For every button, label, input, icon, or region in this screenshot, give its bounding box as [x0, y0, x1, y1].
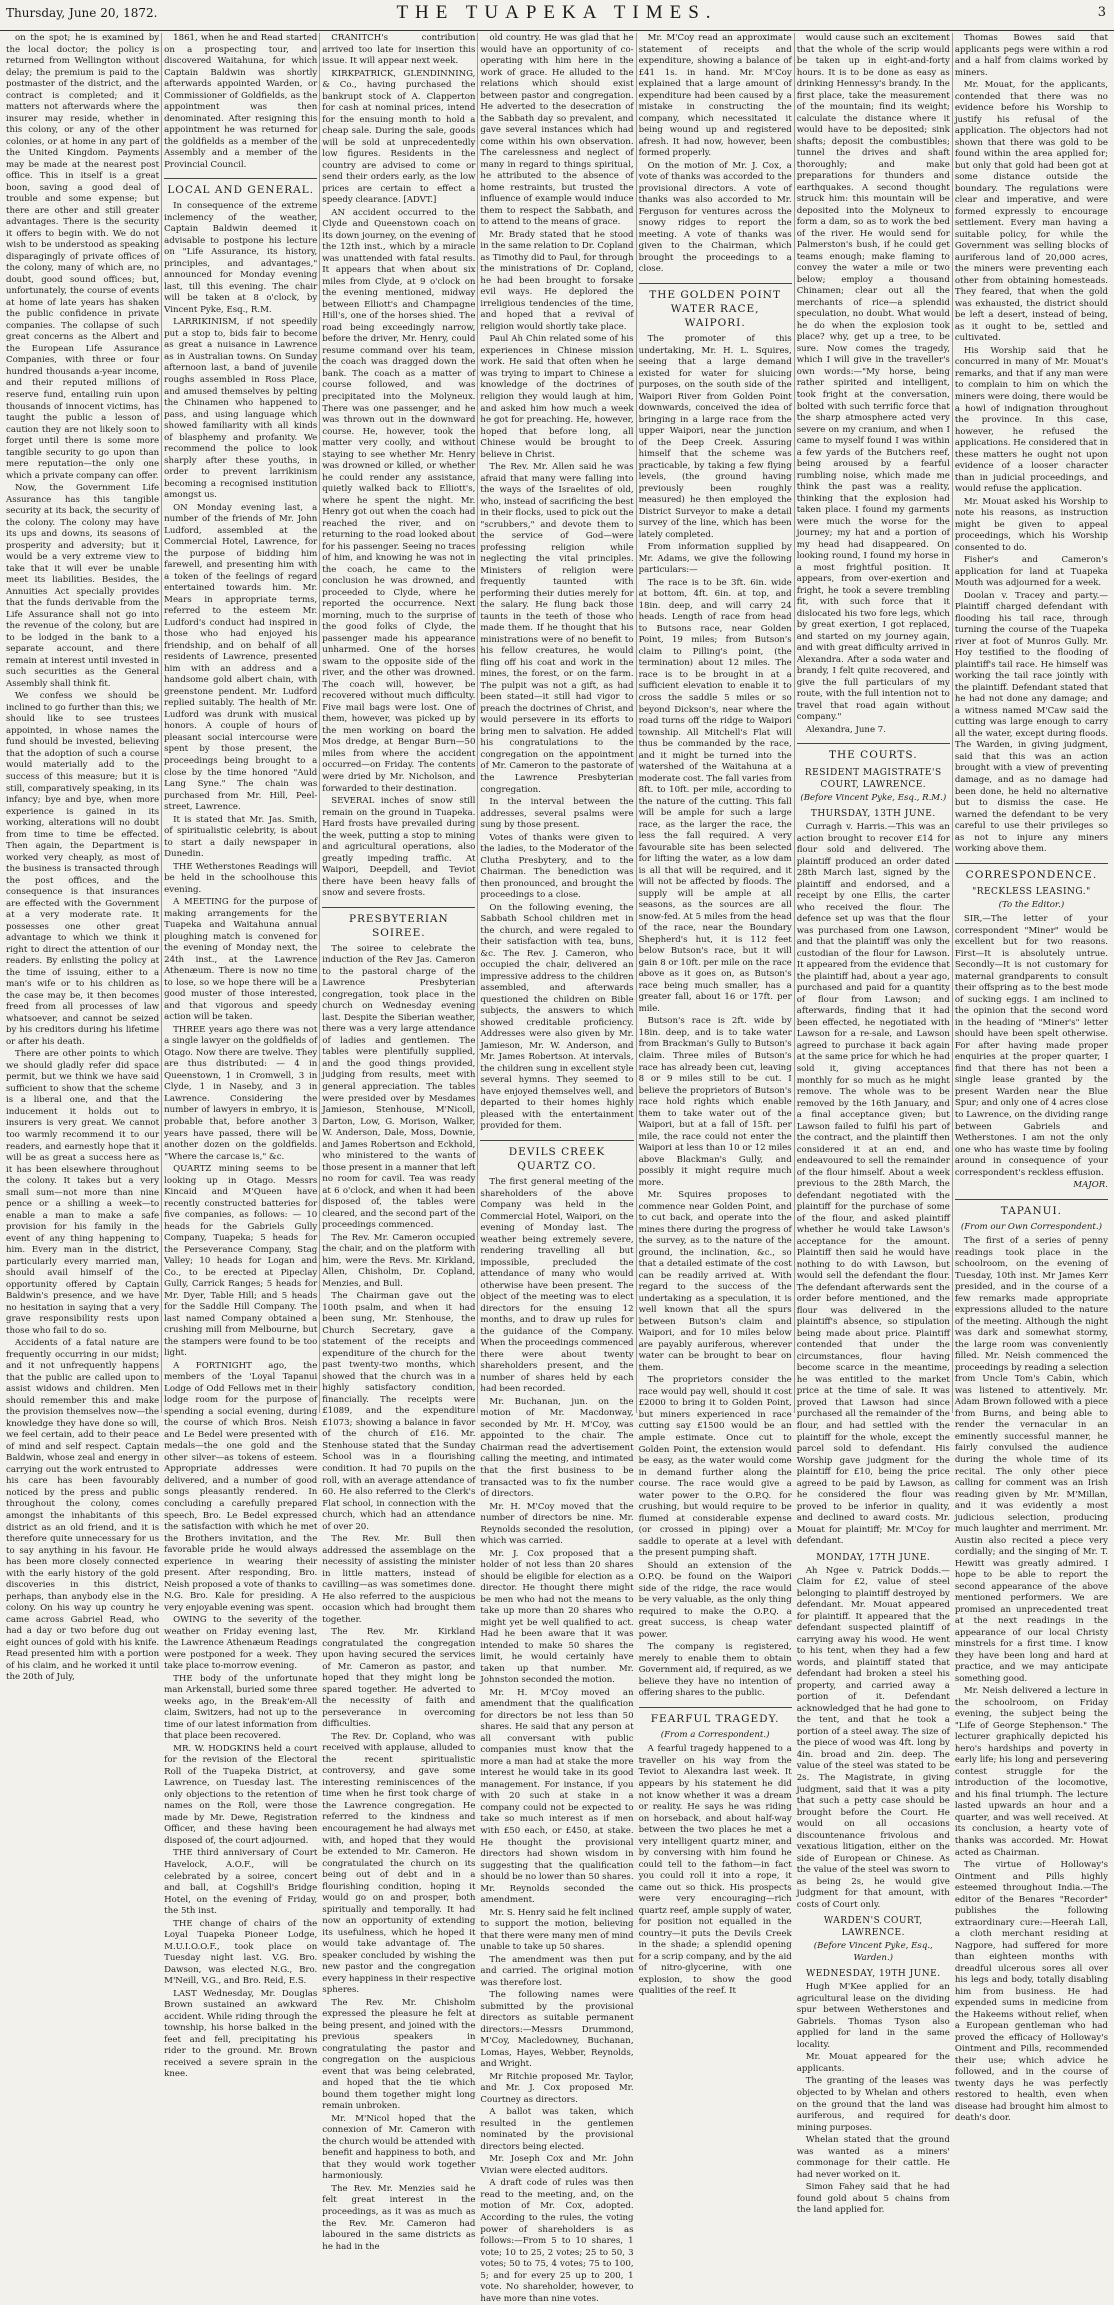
article-paragraph: Mr. H. M'Coy moved an amendment that the qualification for directors be not less than 50 shares. He said that any person at all conversant with public companies must know that the more a man had at stake the more interest he would take in its good management. For instance, if you with 20 such at stake in a company could not be expected to take so much interest as if men with £50 each, or £450, at stake. He thought the provisional directors had shown wisdom in suggesting that the qualification should be no lower than 50 shares. Mr. Reynolds seconded the amendment.	[480, 1687, 634, 1906]
article-paragraph: Mr. J. Cox proposed that a holder of not less than 20 shares should be eligible for election as a director. He thought there might be men who had not the means to take up more than 20 shares who might yet be well qualified to act. Had he been aware that it was intended to make 50 shares the limit, he would certainly have taken up that number. Mr. Johnston seconded the motion.	[480, 1548, 634, 1686]
article-paragraph: Mr. Brady stated that he stood in the same relation to Dr. Copland as Timothy did to Paul, for through the ministrations of Dr. Copland, he had been brought to forsake evil ways. He deplored the irreligious tendencies of the time, and hoped that a revival of religion would shortly take place.	[480, 229, 634, 332]
article-paragraph: Mr. M'Nicol hoped that the connexion of Mr. Cameron with the church would be attended with benefit and happiness to both, and that they would work together harmoniously.	[322, 2113, 476, 2182]
article-paragraph: Curragh v. Harris.—This was an action brought to recover £14 for flour sold and delivered. The plaintiff produced an order dated 28th March last, signed by the plaintiff and endorsed, and a receipt by one Ellis, the carter who received the flour. The defence set up was that the flour was purchased from one Lawson, and that the plaintiff was only the custodian of the flour for Lawson. It appeared from the evidence that the plaintiff had, about a year ago, purchased and paid for a quantity of flour from Lawson; and afterwards, finding that it had been effected, he negotiated with Lawson for a re-sale, and Lawson agreed to purchase it back again at the same price for which he had sold it, giving acceptances monthly for so much as he might remove. The whole was to be removed by the 16th January, and a final acceptance given; but Lawson failed to fulfil his part of the contract, and the plaintiff then considered it at an end, and endeavoured to sell the remainder of the flour himself. About a week previous to the 28th March, the defendant negotiated with the plaintiff for the purchase of some of the flour, and asked plaintiff whether he would take Lawson's acceptance for the amount. Plaintiff then said he would have nothing to do with Lawson, but would sell the defendant the flour. The defendant afterwards sent the order before mentioned, and the flour was delivered in the plaintiff's absence, so stipulation being made about price. Plaintiff contended that under the circumstances, flour having become scarce in the meantime, he was entitled to the market price at the time of sale. It was proved that Lawson had since purchased all the remainder of the flour, and had settled with the plaintiff for the whole, except the parcel sold to defendant. His Worship gave judgment for the plaintiff for £10, being the price agreed to be paid by Lawson, as he considered the flour was proved to be inferior in quality, and declined to award costs. Mr. Mouat for plaintiff; Mr. M'Coy for defendant.	[796, 822, 950, 1547]
article-paragraph: The amendment was then put and carried. The original motion was therefore lost.	[480, 1954, 634, 1988]
article-paragraph: Mr Ritchie proposed Mr. Taylor, and Mr. J. Cox proposed Mr. Courtney as directors.	[480, 2071, 634, 2105]
court-date: MONDAY, 17TH JUNE.	[816, 1552, 931, 1563]
article-paragraph: THE Wetherstones Readings will be held in the schoolhouse this evening.	[164, 861, 318, 895]
court-date: THURSDAY, 13TH JUNE.	[810, 809, 936, 820]
article-paragraph: His Worship said that he concurred in many of Mr. Mouat's remarks, and that if any man were to complain to him on which the miners were doing, there would be a howl of indignation throughout the province. In this case, however, he refused the applications. He considered that in these matters he ought not upon evidence of a looser character than in judicial proceedings, and would refuse the application.	[954, 345, 1108, 495]
article-paragraph: old country. He was glad that he would have an opportunity of co-operating with him here in the work of grace. He alluded to the relations which should exist between pastor and congregation. He adverted to the desecration of the Sabbath day so prevalent, and gave several instances which had come within his own observation. The carelessness and neglect of many in regard to things spiritual, he attributed to the absence of home restraints, but trusted the influence of example would induce them to respect the Sabbath, and to attend to the means of grace.	[480, 33, 634, 228]
article-paragraph: Hugh M'Kee applied for an agricultural lease on the dividing spur between Wetherstones and Gabriels. Thomas Tyson also applied for land in the same locality.	[796, 1982, 950, 2050]
article-paragraph: Doolan v. Tracey and party.—Plaintiff charged defendant with flooding his tail race, through turning the course of the Tuapeka river at foot of Munros Gully. Mr. Hoy testified to the flooding of plaintiff's tail race. He himself was working the tail race jointly with the plaintiff. Defendant stated that he had not done any damage; and a witness named M'Caw said the cutting was large enough to carry all the water, except during floods. The Warden, in giving judgment, said that this was an action brought with a view of preventing damage, and as no damage had been done, he held no alternative but to dismiss the case. He warned the defendant to be very careful to use their privileges so as not to injure any miners working above them.	[954, 590, 1108, 855]
letter-title: "RECKLESS LEASING."	[972, 886, 1091, 897]
correspondent-note: (From our Own Correspondent.)	[960, 1221, 1102, 1232]
article-paragraph: Fisher's and Cameron's application for land at Tuapeka Mouth was adjourned for a week.	[954, 555, 1108, 589]
article-paragraph: SEVERAL inches of snow still remain on the ground in Tuapeka. Hard frosts have prevailed during the week, putting a stop to mining and agricultural operations, also greatly impeding traffic. At Waipori, Deepdell, and Teviot there have been heavy falls of snow and severe frosts.	[322, 796, 476, 899]
article-paragraph: Accidents of a fatal nature are frequently occurring in our midst; and it not unfrequently happens that the public are called upon to assist widows and children. Men should remember this and make the provision themselves now—the knowledge they have done so will, we feel certain, add to their peace of mind and self respect. Captain Baldwin, whose zeal and energy in carrying out the work entrusted to his care has been favourably noticed by the press and public throughout the colony, comes amongst the inhabitants of this district as an old friend, and it is therefore quite unnecessary for us to say anything in his favour. He has been more closely connected with the early history of the gold discoveries in this district, perhaps, than anybody else in the colony. On his way up country he came across Gabriel Read, who had a day or two before dug out eight ounces of gold with his knife. Read presented him with a portion of his claim, and he worked it until the 20th of July,	[6, 1338, 160, 1683]
article-paragraph: We confess we should be inclined to go further than this; we should like to see trustees appointed, in whose names the fund should be invested, believing that the adoption of such a course would materially add to the success of this measure; but it is still, comparatively speaking, in its infancy; bye and bye, when more experience is gained in its working, alterations will no doubt from time to time be effected. Then again, the Department is worked very cheaply, as most of the business is transacted through the post offices, and the consequence is that insurances are effected with the Government at a very moderate rate. It possesses one other great advantage to which we think it right to direct the attention of our readers. By enlisting the policy at the time of issuing, either to a man's wife or to his children as the case may be, it then becomes freed from all processes of law whatsoever, and cannot be seized by his creditors during his lifetime or after his death.	[6, 691, 160, 1047]
article-paragraph: QUARTZ mining seems to be looking up in Otago. Messrs Kincaid and M'Queen have recently constructed batteries for five companies, as follows: — 10 heads for the Gabriels Gully Company, Tuapeka; 5 heads for the Perseverance Company, Stag Valley; 10 heads for Logan and Co., to be erected at Pipeclay Gully, Carrick Ranges; 5 heads for Mr. Dyer, Table Hill; and 5 heads for the Saddle Hill Company. The last named Company obtained a crushing mill from Melbourne, but the stampers were found to be too light.	[164, 1164, 318, 1359]
article-paragraph: From information supplied by Mr. Adams, we give the following particulars:—	[638, 542, 792, 576]
column-2	[162, 33, 320, 2080]
article-paragraph: The soiree to celebrate the induction of the Rev Jas. Cameron to the pastoral charge of the Lawrence Presbyterian congregation, took place in the church on Wednesday evening last. Despite the Siberian weather, there was a very large attendance of ladies and gentlemen. The tables were plentifully supplied, and the good things provided, judging from results, meet with general appreciation. The tables were presided over by Mesdames Jamieson, Stenhouse, M'Nicoll, Darton, Low, G. Morison, Walker, W. Anderson, Dale, Moss, Downie, and James Robertson and Eckhold, who ministered to the wants of those present in a manner that left no room for cavil. Tea was ready at 6 o'clock, and when it had been disposed of, the tables were cleared, and the second part of the proceedings commenced.	[322, 943, 476, 1231]
court-presiding: (Before Vincent Pyke, Esq., R.M.)	[800, 792, 947, 803]
article-paragraph: Butson's race is 2ft. wide by 18in. deep, and is to take water from Brackman's Gully to Butson's claim. Three miles of Butson's race has already been cut, leaving 8 or 9 miles still to be cut. I believe the proprietors of Butson's race hold rights which enable them to take water out of the Waipori, but at a fall of 15ft. per mile, the race could not enter the Waipori at less than 10 or 12 miles above Blackman's Gully, and possibly it might require much more.	[638, 1016, 792, 1188]
article-paragraph: OWING to the severity of the weather on Friday evening last, the Lawrence Athenæum Readings were postponed for a week. They take place to-morrow evening.	[164, 1615, 318, 1672]
article-paragraph: The proprietors consider the race would pay well, should it cost £2000 to bring it to Golden Point, but miners experienced in race cutting say £1500 would be an ample estimate. Once cut to Golden Point, the extension would be easy, as the water would come in demand further along the course. The race would give a water power to the O.P.Q. for crushing, but would require to be flumed at considerable expense (or crossed in piping) over a saddle to operate at a level with the present pumping shaft.	[638, 1375, 792, 1559]
article-paragraph: The Rev. Dr. Copland, who was received with applause, alluded to the recent spiritualistic controversy, and gave some interesting reminiscences of the time when he first took charge of the Lawrence congregation. He referred to the kindness and encouragement he had always met with, and hoped that they would be extended to Mr. Cameron. He congratulated the church on its being out of debt and in a flourishing condition, hoping it would go on and prosper, both spiritually and temporally. It had now an opportunity of extending its usefulness, which he hoped it would take advantage of. The speaker concluded by wishing the new pastor and the congregation every happiness in their respective spheres.	[322, 1731, 476, 1996]
column-5	[637, 33, 795, 1997]
article-paragraph: It is stated that Mr. Jas. Smith, of spiritualistic celebrity, is about to start a daily newspaper in Dunedin.	[164, 814, 318, 860]
newspaper-title: THE TUAPEKA TIMES.	[396, 2, 718, 23]
article-paragraph: CRANITCH's contribution arrived too late for insertion this issue. It will appear next week.	[322, 33, 476, 67]
article-paragraph: In consequence of the extreme inclemency of the weather, Captain Baldwin deemed it advisable to postpone his lecture on "Life Assurance, its history, principles, and advantages," announced for Monday evening last, till this evening. The chair will be taken at 8 o'clock, by Vincent Pyke, Esq., R.M.	[164, 201, 318, 315]
section-heading-quartz: DEVILS CREEK QUARTZ CO.	[480, 1140, 633, 1173]
section-heading-correspondence: CORRESPONDENCE.	[955, 863, 1108, 882]
court-title: WARDEN'S COURT, LAWRENCE.	[823, 1916, 923, 1939]
article-paragraph: SIR,—The letter of your correspondent "Miner" would be excellent but for two reasons. First—It is absolutely untrue. Secondly—It is not customary for maternal grandparents to consult their offspring as to the best mode of sucking eggs. I am inclined to the opinion that the second word in the heading of "Miner's" letter should have been spelt otherwise. For after having made proper enquiries at the proper quarter, I find that there has not been a single lease granted by the present Warden near the Blue Spur; and only one of 4 acres close to Lawrence, on the dividing range between Gabriels and Wetherstones. I am not the only one who has waste time by fooling around in consequence of your correspondent's reckless effusion.	[954, 914, 1108, 1178]
column-4	[478, 33, 636, 2304]
article-paragraph: In the interval between the addresses, several psalms were sung by those present.	[480, 797, 634, 831]
article-paragraph: Should an extension of the O.P.Q. be found on the Waipori side of the ridge, the race would be very valuable, as the only thing required to make the O.P.Q. a great success, is cheap water power.	[638, 1560, 792, 1640]
article-paragraph: on the spot; he is examined by the local doctor; the policy is returned from Wellington without delay; the premium is paid to the postmaster of the district, and the contract is completed; and it matters not afterwards where the insurer may reside, whether in this colony, or any of the other colonies, or at home in any part of the United Kingdom. Payments may be made at the nearest post office. This in itself is a great boon, saving a good deal of trouble and some expense; but there are other and still greater advantages. There is the security it offers to begin with. We do not wish to be understood as speaking disparagingly of private offices of the colony, many of which are, no doubt, good sound offices; but, unfortunately, the course of events at home of late years has shaken the public confidence in private companies. The collapse of such great concerns as the Albert and the European Life Assurance Companies, with three or four hundred thousands a-year income, and their reputed millions of reserve fund, entailing ruin upon thousands of innocent victims, has taught the public a lesson of caution they are not likely soon to forget until there is some more tangible security to go upon than mere reputation—the only one which a private company can offer.	[6, 33, 160, 481]
article-paragraph: The Rev. Mr. Chisholm expressed the pleasure he felt at being present, and joined with the previous speakers in congratulating the pastor and congregation on the auspicious event that was being celebrated, and hoped that the tie which bound them together might long remain unbroken.	[322, 1997, 476, 2112]
article-paragraph: A ballot was taken, which resulted in the gentlemen nominated by the provisional directors being elected.	[480, 2107, 634, 2152]
article-paragraph: Mr. Joseph Cox and Mr. John Vivian were elected auditors.	[480, 2154, 634, 2176]
article-paragraph: Now, the Government Life Assurance has this tangible security at its back, the security of the colony. The colony may have its ups and downs, its seasons of prosperity and adversity; but it would be a very extreme view to take that it will ever be unable meet its liabilities. Besides, the Annuities Act specially provides that the funds derivable from the Life Assurance shall not go into the revenue of the colony, but are to be lodged in the bank to a separate account, and there remain at interest until invested in such securities as the General Assembly shall think fit.	[6, 483, 160, 689]
court-title: RESIDENT MAGISTRATE'S COURT, LAWRENCE.	[804, 767, 942, 790]
article-paragraph: LARRIKINISM, if not speedily put a stop to, bids fair to become as great a nuisance in Lawrence as in Australian towns. On Sunday afternoon last, a band of juvenile roughs assembled in Ross Place, and amused themselves by pelting the Chinamen who happened to pass, and using language which showed familiarity with all kinds of blasphemy and profanity. We recommend the police to look sharply after these youths, in order to prevent larrikinism becoming a recognised institution amongst us.	[164, 317, 318, 501]
column-6	[795, 33, 953, 2216]
article-paragraph: 1861, when he and Read started on a prospecting tour, and discovered Waitahuna, for which Captain Baldwin was shortly afterwards appointed Warden, or Commissioner of Goldfields, as the appointment was then denominated. After resigning this appointment he was returned for the goldfields as a member of the Assembly and a member of the Provincial Council.	[164, 33, 318, 170]
article-paragraph: The promoter of this undertaking, Mr. H. L. Squires, seeing that a large demand existed for water for sluicing purposes, on the south side of the Waipori River from Golden Point downwards, conceived the idea of bringing in a large race from the upper Waipori, near the junction of the Deep Creek. Assuring himself that the scheme was practicable, by taking a few flying levels, (the ground having previously been roughly measured) he then employed the District Surveyor to make a detail survey of the line, which has been lately completed.	[638, 334, 792, 540]
article-paragraph: The race is to be 3ft. 6in. wide at bottom, 4ft. 6in. at top, and 18in. deep, and will carry 24 heads. Length of race from head to Butsons race, near Golden Point, 19 miles; from Butson's claim to Pilling's point, (the termination) about 12 miles. The race is to be brought in at a sufficient elevation to enable it to cross the saddle 5 miles or so beyond Dickson's, near where the road turns off the ridge to Waipori township. All Mitchell's Flat will thus be commanded by the race, and it might be turned into the watershed of the Waitahuna at a moderate cost. The fall varies from 8ft. to 10ft. per mile, according to the nature of the cutting. This fall will be ample for such a large race, as the larger the race, the less the fall required. A very favourable site has been selected for lifting the water, as a low dam is all that will be required, and it will not be affected by floods. The supply will be ample at all seasons, as the sources are all snow-fed. At 5 miles from the head of the race, near the Boundary Shepherd's hut, it is 112 feet below Butson's race, but it will gain 8 or 10ft. per mile on the race above as it goes on, as Butson's race being much smaller, has a greater fall, about 16 or 17ft. per mile.	[638, 577, 792, 1014]
section-heading-soiree: PRESBYTERIAN SOIREE.	[322, 907, 475, 940]
section-heading-tragedy: FEARFUL TRAGEDY.	[639, 1707, 792, 1726]
columns	[4, 33, 1110, 2304]
article-paragraph: ON Monday evening last, a number of the friends of Mr. John Ludford, assembled at the Commercial Hotel, Lawrence, for the purpose of bidding him farewell, and presenting him with a token of the feelings of regard entertained towards him. Mr. Mears in appropriate terms, referred to the esteem Mr. Ludford's conduct had inspired in those who had enjoyed his friendship, and on behalf of all residents of Lawrence, presented him with an address and a handsome gold albert chain, with greenstone pendent. Mr. Ludford replied suitably. The health of Mr. Ludford was drunk with musical honors. A couple of hours of pleasant social intercourse were spent by those present, the proceedings being brought to a close by the time honored "Auld Lang Syne." The chain was purchased from Mr. Hill, Peel-street, Lawrence.	[164, 502, 318, 813]
article-paragraph: The first general meeting of the shareholders of the above Company was held in the Commercial Hotel, Waipori, on the evening of Monday last. The weather being extremely severe, rendering travelling all but impossible, precluded the attendance of many who would otherwise have been present. The object of the meeting was to elect directors for the ensuing 12 months, and to draw up rules for the guidance of the Company. When the proceedings commenced there were about twenty shareholders present, and the number of shares held by each had been recorded.	[480, 1177, 634, 1395]
article-paragraph: Mr. Mouat appeared for the applicants.	[796, 2052, 950, 2074]
article-paragraph: Simon Fahey said that he had found gold about 5 chains from the land applied for.	[796, 2182, 950, 2216]
article-paragraph: would cause such an excitement that the whole of the scrip would be taken up in eight-and-forty hours. It is to be done as easy as drinking Hennessy's brandy. In the first place, take the measurement of the mountain; find its weight; calculate the distance where it would have to be deposited; sink shafts; deposit the combustibles; tunnel the drives and shaft thoroughly; and make preparations for thunders and earthquakes. A second thought struck him: this mountain will be deposited into the Molyneux to form a dam, so as to work the bed of the river. He would send for Palmerston's bush, if he could get teams enough; make flaming to convey the water a mile or two below; employ a thousand Chinamen; clear out all the merchants of rice—a splendid speculation, no doubt. What would he do when the explosion took place? why, get up a tree, to be sure. Now comes the tragedy, which I will give in the traveller's own words:—"My horse, being rather spirited and intelligent, took fright at the conversation, bolted with such terrific force that the sharp atmosphere acted very severe on my cranium, and when I came to myself found I was within a few yards of the Butchers reef, being aroused by a fearful rumbling noise, which made me think the past was a reality, thinking that the explosion had taken place. I found my garments were much the worse for the journey; my hat and a portion of my head had disappeared. On looking round, I found my horse in a most frightful position. It appears, from over-exertion and fright, he took a severe trembling fit, with such force that it dislocated his two fore legs, which by great exertion, I got replaced, and started on my journey again, and with great difficulty arrived in Alexandra. After a soda water and brandy, I felt quite recovered, and give the full particulars of my route, with the full intention not to travel that road again without company."	[796, 33, 950, 723]
masthead	[0, 0, 1114, 31]
article-paragraph: Mr. H. M'Coy moved that the number of directors be nine. Mr. Reynolds seconded the resolution, which was carried.	[480, 1501, 634, 1547]
article-paragraph: Mr. Mouat, for the applicants, contended that there was no evidence before his Worship to justify his refusal of the application. The objectors had not shown that there was gold to be found within the area applied for; but only that gold had been got at some distance outside the boundary. The regulations were clear and imperative, and were formed expressly to encourage settlement. Every man having a suitable policy, for while the Government was selling blocks of auriferous land of 20,000 acres, the miners were preventing each other from obtaining homesteads. They feared, that when the gold was exhausted, the district should be left a desert, instead of being, as it ought to be, settled and cultivated.	[954, 80, 1108, 344]
article-paragraph: Whelan stated that the ground was wanted as a miners' commonage for their cattle. He had never worked on it.	[796, 2135, 950, 2180]
article-paragraph: AN accident occurred to the Clyde and Queenstown coach on its down journey, on the evening of the 12th inst., which by a miracle was unattended with fatal results. It appears that when about six miles from Clyde, at 9 o'clock on the evening mentioned, midway between Elliott's and Champagne Hill's, one of the horses shied. The road being exceedingly narrow, before the driver, Mr. Henry, could resume command over his team, the coach was dragged down the bank. The coach as a matter of course followed, and was precipitated into the Molyneux. There was one passenger, and he was thrown out in the downward course. He, however, took the matter very coolly, and without staying to see whether Mr. Henry was drowned or killed, or whether he could render any assistance, quietly walked back to Elliott's, where he spent the night. Mr. Henry got out when the coach had reached the river, and on returning to the road looked about for his passenger. Seeing no traces of him, and knowing he was not in the coach, he came to the conclusion he was drowned, and proceeded to Clyde, where he reported the occurrence. Next morning, much to the surprise of the good folks of Clyde, the passenger made his appearance unharmed. One of the horses swam to the opposite side of the river, and the other was drowned. The coach will, however, be recovered without much difficulty. Five mail bags were lost. One of them, however, was picked up by the men working on board the Mos dredge, at Bengar Burn—50 miles from where the accident occurred—on Friday. The contents were dried by Mr. Nicholson, and forwarded to their destination.	[322, 207, 476, 794]
article-paragraph: The Rev. Mr. Allen said he was afraid that many were falling into the ways of the Israelites of old, who, instead of sacrificing the best in their flocks, used to pick out the "scrubbers," and devote them to the service of God—were professing religion while neglecting the vital principles. Ministers of religion were frequently taunted with performing their duties merely for the salary. He flung back those taunts in the teeth of those who made them. If he thought that his ministrations were of no benefit to his fellow creatures, he would fling off his coat and work in the mines, the forest, or on the farm. The pulpit was not a gift, as had been stated—it still had vigor to preach the doctrines of Christ, and would persevere in its efforts to bring men to salvation. He added his congratulations to the congregation on the appointment of Mr. Cameron to the pastorate of the Lawrence Presbyterian congregation.	[480, 462, 634, 795]
correspondent-note: (From a Correspondent.)	[660, 1729, 770, 1740]
article-paragraph: The Chairman gave out the 100th psalm, and when it had been sung, Mr. Stenhouse, the Church Secretary, gave a statement of the receipts and expenditure of the church for the past twenty-two months, which showed that the church was in a highly satisfactory condition, financially. The receipts were £1089, and the expenditure £1073; showing a balance in favor of the church of £16. Mr. Stenhouse stated that the Sunday School was in a flourishing condition. It had 70 pupils on the roll, with an average attendance of 60. He also referred to the Clerk's Flat school, in connection with the church, which had an attendance of over 20.	[322, 1291, 476, 1532]
article-paragraph: There are other points to which we should gladly refer did space permit, but we think we have said sufficient to show that the scheme is a liberal one, and that the inducement it holds out to insurers is very great. We cannot too warmly recommend it to our readers, and earnestly hope that it will be as great a success here as it has been elsewhere throughout the colony. It takes but a very small sum—not more than nine pence or a shilling a week—to enable a man to make a safe provision for his family in the event of any thing happening to him. Every man in the district, particularly every married man, should avail himself of the opportunity offered by Captain Baldwin's presence, and we have no hesitation in saying that a very grave responsibility rests upon those who fail to do so.	[6, 1049, 160, 1336]
court-date: WEDNESDAY, 19TH JUNE.	[805, 1969, 941, 1980]
article-paragraph: Votes of thanks were given to the ladies, to the Moderator of the Clutha Presbytery, and to the Chairman. The benediction was then pronounced, and brought the proceedings to a close.	[480, 832, 634, 901]
article-paragraph: The Rev. Mr. Bull then addressed the assemblage on the necessity of assisting the minister in little matters, instead of cavilling—as was sometimes done. He also referred to the auspicious occasion which had brought them together.	[322, 1534, 476, 1625]
article-paragraph: The virtue of Holloway's Ointment and Pills highly esteemed throughout India.—The editor of the Benares "Recorder" publishes the following extraordinary cure:—Heerah Lall, a cloth merchant residing at Nagpore, had suffered for more than eighteen months with dreadful ulcerous sores all over his legs and body, totally disabling him from business. He had expended sums in medicine from the Hakeems without relief, when a European gentleman who had proved the efficacy of Holloway's Ointment and Pills, recommended their use; which advice he followed, and in the course of twenty days he was perfectly restored to health, even when disease had brought him almost to death's door.	[954, 1860, 1108, 2124]
column-3	[320, 33, 478, 2252]
column-7	[953, 33, 1110, 2124]
court-presiding: (Before Vincent Pyke, Esq., Warden.)	[813, 1941, 933, 1963]
section-heading-water-race: THE GOLDEN POINT WATER RACE, WAIPORI.	[639, 283, 792, 330]
section-heading-courts: THE COURTS.	[797, 743, 950, 762]
article-paragraph: Mr. S. Henry said he felt inclined to support the motion, believing that there were many men of mind unable to take up 50 shares.	[480, 1907, 634, 1953]
page-number: 3	[1097, 5, 1106, 20]
article-paragraph: The first of a series of penny readings took place in the schoolroom, on the evening of Tuesday, 10th inst. Mr James Kerr presided, and in the course of a few remarks made appropriate expressions alluded to the nature of the meeting. Although the night was dark and somewhat stormy, the large room was conveniently filled. Mr. Neish commenced the proceedings by reading a selection from Uncle Tom's Cabin, which was listened to attentively. Mr. Adam Brown followed with a piece from Burns, and being able to render the vernacular in an eminently successful manner, he fairly convulsed the audience during the whole time of its recital. The only other piece calling for comment was an Irish reading given by Mr. M'Millan, and it was evidently a most judicious selection, producing much laughter and merriment. Mr. Austin also recited a piece very cordially; and the singing of Mr. T. Hewitt was greatly admired. I hope to be able to report the second appearance of the above mentioned performers. We are promised an unprecedented treat at the next readings in the appearance of our local Christy minstrels for a first time. I know they have been long and hard at practice, and we may anticipate something good.	[954, 1236, 1108, 1684]
issue-date: Thursday, June 20, 1872.	[6, 6, 158, 20]
article-paragraph: The company is registered, merely to enable them to obtain Government aid, if required, as we believe they have no intention of offering shares to the public.	[638, 1642, 792, 1699]
article-paragraph: On the motion of Mr. J. Cox, a vote of thanks was accorded to the provisional directors. A vote of thanks was also accorded to Mr. Ferguson for ventures across the snowy ridges to report the meeting. A vote of thanks was given to the Chairman, which brought the proceedings to a close.	[638, 160, 792, 275]
article-paragraph: The Rev. Mr. Kirkland congratulated the congregation upon having secured the services of Mr. Cameron as pastor, and hoped that they might long be spared together. He adverted to the necessity of faith and perseverance in overcoming difficulties.	[322, 1627, 476, 1730]
article-paragraph: The Rev. Mr. Cameron occupied the chair, and on the platform with him, were the Revs. Mr. Kirkland, Allen, Chisholm, Dr. Copland, Menzies, and Bull.	[322, 1232, 476, 1289]
article-paragraph: Paul Ah Chin related some of his experiences in Chinese mission work. He said that often when he was trying to impart to Chinese a knowledge of the doctrines of religion they would laugh at him, and asked him how much a week he got for preaching. He, however, hoped that before long, all Chinese would be brought to believe in Christ.	[480, 334, 634, 460]
article-paragraph: A fearful tragedy happened to a traveller on his way from the Teviot to Alexandra last week. It appears by his statement he did not know whether it was a dream or reality. He says he was riding on horseback, and about half-way between the two places he met a very intelligent quartz miner, and by conversing with him found he could tell to the fathom—in fact you could roll it into a rope, it came out so thick. His prospects were very encouraging—rich quartz reef, ample supply of water, for position not equalled in the country—it puts the Devils Creek in the shade; a splendid opening for a scrip company, and by the aid of nitro-glycerine, with one explosion, to show the good qualities of the reef. It	[638, 1744, 792, 1997]
article-paragraph: A MEETING for the purpose of making arrangements for the Tuapeka and Waitahuna annual ploughing match is convened for the evening of Monday next, the 24th inst., at the Lawrence Athenæum. There is now no time to lose, so we hope there will be a good muster of those interested, and that vigorous and speedy action will be taken.	[164, 897, 318, 1023]
article-paragraph: A draft code of rules was then read to the meeting, and, on the motion of Mr. Cox, adopted. According to the rules, the voting power of shareholders is as follows:—From 5 to 10 shares, 1 vote; 10 to 25, 2 votes; 25 to 50, 3 votes; 50 to 75, 4 votes; 75 to 100, 5; and for every 25 up to 200, 1 vote. No shareholder, however, to have more than nine votes.	[480, 2178, 634, 2304]
article-paragraph: The Rev. Mr. Menzies said he felt great interest in the proceedings, as it was as much as the Rev. Mr. Cameron had laboured in the same districts as he had in the	[322, 2183, 476, 2252]
article-paragraph: The following names were submitted by the provisional directors as suitable permanent directors:—Messrs Drummond, M'Coy, Macledowney, Buchanan, Lomas, Hayes, Webber, Reynolds, and Wright.	[480, 1990, 634, 2070]
article-paragraph: THE third anniversary of Court Havelock, A.O.F., will be celebrated by a soiree, concert and ball, at Cogshill's Bridge Hotel, on the evening of Friday, the 5th inst.	[164, 1848, 318, 1917]
article-paragraph: Thomas Bowes said that applicants pegs were within a rod and a half from claims worked by miners.	[954, 33, 1108, 78]
article-paragraph: A FORTNIGHT ago, the members of the 'Loyal Tapanui Lodge of Odd Fellows met in their lodge room for the purpose of spending a social evening, during the course of which Bros. Neish and Le Bedel were presented with medals—the one gold and the other silver—as tokens of esteem. Appropriate addresses were delivered, and a number of good songs pleasantly rendered. In concluding a carefully prepared speech, Bro. Le Bedel expressed the satisfaction with which he met the Brothers invitation, and the favorable pride he would always experience in wearing their present. After responding, Bro. Neish proposed a vote of thanks to N.G. Bro. Kale for presiding. A very enjoyable evening was spent.	[164, 1360, 318, 1613]
article-paragraph: On the following evening, the Sabbath School children met in the church, and were regaled to their satisfaction with tea, buns, &c. The Rev. J. Cameron, who occupied the chair, delivered an impressive address to the children assembled, and afterwards questioned the children on Bible subjects, the answers to which showed creditable proficiency. Addresses were also given by Mr. Jamieson, Mr. W. Anderson, and Mr. James Robertson. At intervals, the children sung in excellent style several hymns. They seemed to have enjoyed themselves well, and departed to their homes highly pleased with the entertainment provided for them.	[480, 902, 634, 1132]
article-paragraph: LAST Wednesday, Mr. Douglas Brown sustained an awkward accident. While riding through the township, his horse balked in the feet and fell, precipitating his rider to the ground. Mr. Brown received a severe sprain in the knee.	[164, 1988, 318, 2080]
article-paragraph: THREE years ago there was not a single lawyer on the goldfields of Otago. Now there are twelve. They are thus distributed: — 4 in Queenstown, 1 in Cromwell, 3 in Clyde, 1 in Naseby, and 3 in Lawrence. Considering the number of lawyers in embryo, it is probable that, before another 3 years have passed, there will be another dozen on the goldfields. "Where the carcase is," &c.	[164, 1024, 318, 1162]
article-paragraph: The granting of the leases was objected to by Whelan and others on the ground that the land was auriferous, and required for mining purposes.	[796, 2076, 950, 2133]
section-heading-local: LOCAL AND GENERAL.	[164, 178, 317, 197]
article-paragraph: THE body of the unfortunate man Arkenstall, buried some three weeks ago, in the Break'em-All claim, Switzers, had not up to the time of our latest information from that place been recovered.	[164, 1673, 318, 1742]
article-paragraph: THE change of chairs of the Loyal Tuapeka Pioneer Lodge, M.U.I.O.O.F., took place on Tuesday night last. V.G. Bro. Dawson, was elected N.G., Bro. M'Neill, V.G., and Bro. Reid, E.S.	[164, 1918, 318, 1987]
article-paragraph: Ah Ngee v. Patrick Dodds.—Claim for £2, value of steel belonging to plaintiff destroyed by defendant. Mr. Mouat appeared for plaintiff. It appeared that the defendant suspected plaintiff of carrying away his wood. He went to his tent, when they had a few words, and plaintiff stated that defendant had broken a steel his property, and carried away a portion of it. Defendant acknowledged that he had gone to the tent, and that he took a portion of a steel away. The size of the piece of wood was 4ft. long by 4in. broad and 2in. deep. The value of the steel was stated to be 2s. The Magistrate, in giving judgment, said that it was a pity that such a petty case should be brought before the Court. He would on all occasions discountenance frivolous and vexatious litigation, either on the side of European or Chinese. As the value of the steel was sworn to as being 2s, he would give judgment for that amount, with costs of Court only.	[796, 1565, 950, 1910]
article-paragraph: Mr. Mouat asked his Worship to note his reasons, as instruction might be given to appeal proceedings, which his Worship consented to do.	[954, 496, 1108, 553]
article-paragraph: MR. W. HODGKINS held a court for the revision of the Electoral Roll of the Tuapeka District, at Lawrence, on Tuesday last. The only objections to the retention of names on the Roll, were those made by Mr. Dewe, Registration Officer, and these having been disposed of, the court adjourned.	[164, 1743, 318, 1846]
article-paragraph: Mr. Neish delivered a lecture in the schoolroom, on Friday evening, the subject being the "Life of George Stephenson." The lecturer graphically depicted his hero's hardships and poverty in early life; his long and persevering contest struggle for the introduction of the locomotive, and his final triumph. The lecture lasted upwards an hour and a quarter, and was well received. At its conclusion, a hearty vote of thanks was accorded. Mr. Howat acted as Chairman.	[954, 1686, 1108, 1858]
article-paragraph: Mr. Squires proposes to commence near Golden Point, and to cut back, and operate into the mines there during the progress of the survey, as to the nature of the ground, the inclination, &c., so that a detailed estimate of the cost can be readily arrived at. With regard to the success of the undertaking as a speculation, it is well known that all the spurs between Butson's claim and Waipori, and for 10 miles below are payably auriferous, wherever water can be brought to bear on them.	[638, 1190, 792, 1373]
column-1	[4, 33, 162, 1683]
article-paragraph: Mr. M'Coy read an approximate statement of receipts and expenditure, showing a balance of £41 1s. in hand. Mr. M'Coy explained that a large amount of expenditure had been caused by a mistake in constructing the company, which necessitated it being wound up and registered afresh. It had now, however, been formed properly.	[638, 33, 792, 159]
letter-addressee: (To the Editor.)	[998, 899, 1065, 910]
letter-signature: MAJOR.	[1073, 1180, 1108, 1191]
article-paragraph: Alexandra, June 7.	[805, 724, 886, 735]
section-heading-tapanui: TAPANUI.	[955, 1199, 1108, 1218]
article-paragraph: KIRKPATRICK, GLENDINNING, & Co., having purchased the bankrupt stock of A. Clapperton for cash at nominal prices, intend for the ensuing month to hold a cheap sale. During the sale, goods will be sold at unprecedentedly low figures. Residents in the country are advised to come or send their orders early, as the low prices are certain to effect a speedy clearance. [ADVT.]	[322, 68, 476, 206]
article-paragraph: Mr. Buchanan, jun. on the motion of Mr. Macdonway, seconded by Mr. H. M'Coy, was appointed to the chair. The Chairman read the advertisement calling the meeting, and intimated that the first business to be transacted was to fix the number of directors.	[480, 1396, 634, 1500]
